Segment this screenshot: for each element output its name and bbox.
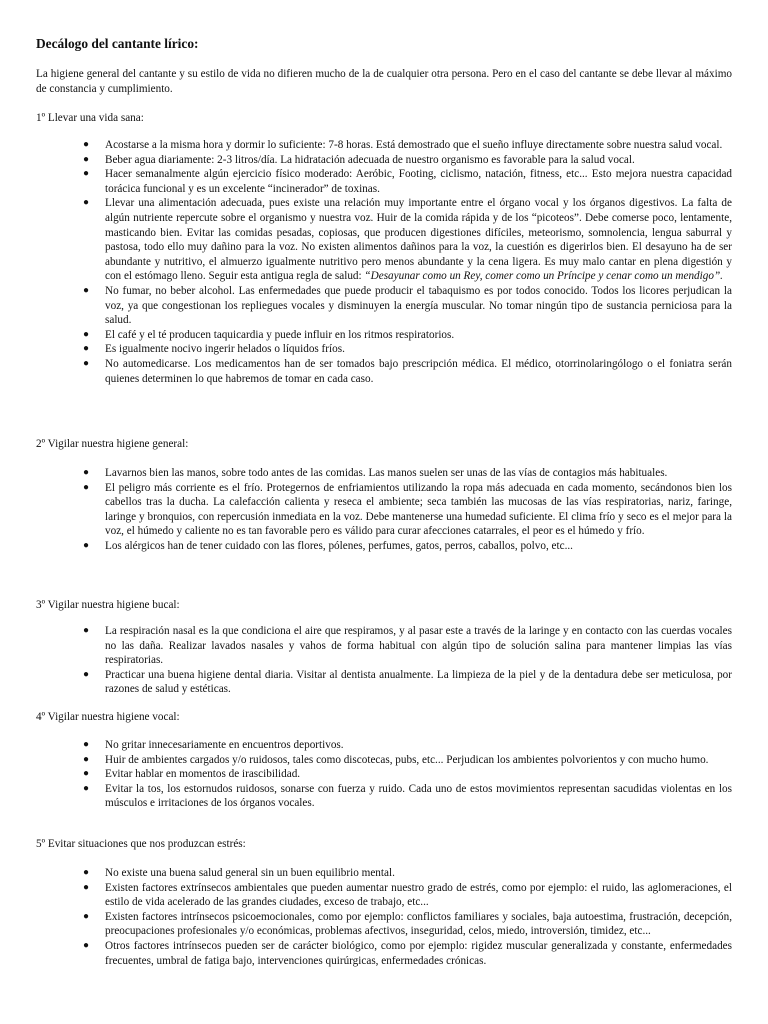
list-item: [0, 881, 732, 910]
list-item-text: El peligro más corriente es el frío. Protegernos de enfriamientos utilizando la ropa más adecuada en cada momento, secándonos bien los cabellos tras la ducha. La calefacción calienta y reseca el ambiente; seca también las mucosas de las vías respiratorias, nariz, faringe, laringe y bronquios, con repercusión inmediata en la voz. Debe mantenerse una humedad suficiente. El clima frío y seco es el mejor para la voz, el húmedo y caliente no es tan favorable pero es válido para curar afecciones catarrales, el peor es el húmedo y frío.: [105, 481, 732, 538]
list-item: [0, 910, 732, 939]
list-item: [0, 167, 732, 196]
list-item-text: Hacer semanalmente algún ejercicio físico moderado: Aeróbic, Footing, ciclismo, natación, fitness, etc... Esto mejora nuestra capacidad torácica funcional y es un excelente “incinerador” de toxinas.: [105, 168, 732, 195]
bullet-icon: ●: [83, 328, 90, 340]
list-item-text: Otros factores intrínsecos pueden ser de carácter biológico, como por ejemplo: rigidez muscular generalizada y constante, enfermedades frecuentes, umbral de fatiga bajo, intervenciones quirúrgicas, enfermedades crónicas.: [105, 939, 732, 967]
bullet-icon: ●: [83, 939, 90, 951]
section-heading: 3º Vigilar nuestra higiene bucal:: [36, 599, 180, 611]
quote-text: “Desayunar como un Rey, comer como un Príncipe y cenar como un mendigo”.: [364, 270, 723, 283]
bullet-list: [0, 738, 732, 811]
list-item: [0, 668, 732, 697]
list-item-text: No automedicarse. Los medicamentos han de ser tomados bajo prescripción médica. El médico, otorrinolaringólogo o el foniatra serán quienes determinen lo que habremos de tomar en cada caso.: [105, 357, 732, 385]
list-item: [0, 138, 732, 153]
list-item: [0, 767, 732, 782]
list-item-text: Acostarse a la misma hora y dormir lo suficiente: 7-8 horas. Está demostrado que el sueño influye directamente sobre nuestra salud vocal.: [105, 139, 723, 151]
intro-paragraph: La higiene general del cantante y su estilo de vida no difieren mucho de la de cualquier otra persona. Pero en el caso del cantante se debe llevar al máximo de constancia y cumplimiento.: [36, 68, 732, 95]
bullet-icon: ●: [83, 168, 90, 180]
list-item: [0, 539, 732, 554]
bullet-icon: ●: [83, 867, 90, 878]
list-item-text: La respiración nasal es la que condiciona el aire que respiramos, y al pasar este a través de la laringe y en contacto con las cuerdas vocales no las daña. Realizar lavados nasales y vahos de forma habitual con algún tipo de solución salina para mantener limpias las vías respiratorias.: [105, 625, 732, 667]
bullet-icon: ●: [83, 153, 90, 165]
list-item: [0, 866, 732, 881]
list-item-text: No gritar innecesariamente en encuentros deportivos.: [105, 739, 344, 751]
bullet-icon: ●: [83, 782, 90, 794]
section-heading: 1º Llevar una vida sana:: [36, 112, 144, 124]
bullet-icon: ●: [83, 910, 90, 922]
section-heading: 5º Evitar situaciones que nos produzcan estrés:: [36, 838, 246, 850]
bullet-icon: ●: [83, 284, 90, 296]
list-item: [0, 481, 732, 539]
list-item-text: No fumar, no beber alcohol. Las enfermedades que puede producir el tabaquismo es por todos conocido. Todos los licores perjudican la voz, ya que congestionan los repliegues vocales y disminuyen la energía muscular. No tomar ningún tipo de sustancia perniciosa para la salud.: [105, 284, 732, 327]
bullet-icon: ●: [83, 753, 90, 765]
bullet-icon: ●: [83, 881, 90, 893]
list-item: [0, 342, 732, 357]
list-item-text: Es igualmente nocivo ingerir helados o líquidos fríos.: [105, 343, 345, 356]
list-item: [0, 196, 732, 284]
list-item-text: El café y el té producen taquicardia y puede influir en los ritmos respiratorios.: [105, 328, 455, 341]
bullet-icon: ●: [83, 668, 90, 680]
bullet-icon: ●: [83, 357, 90, 369]
bullet-list: [0, 866, 732, 968]
bullet-icon: ●: [83, 343, 90, 355]
bullet-icon: ●: [83, 467, 90, 478]
document-title: Decálogo del cantante lírico:: [36, 36, 199, 51]
section-heading: 4º Vigilar nuestra higiene vocal:: [36, 711, 180, 723]
bullet-list: [0, 624, 732, 697]
list-item: [0, 466, 732, 481]
list-item-text: Existen factores intrínsecos psicoemocionales, como por ejemplo: conflictos familiares y sociales, baja autoestima, frustración, decepción, preocupaciones profesionales y/o económicas, problemas afectivos, inseguridad, celos, miedo, introversión, timidez, etc...: [105, 910, 732, 938]
section-heading: 2º Vigilar nuestra higiene general:: [36, 438, 189, 450]
list-item: [0, 624, 732, 668]
bullet-icon: ●: [83, 539, 90, 551]
list-item: [0, 357, 732, 386]
bullet-icon: ●: [83, 197, 90, 209]
bullet-icon: ●: [83, 139, 90, 150]
list-item: [0, 753, 732, 768]
list-item: [0, 939, 732, 968]
list-item: [0, 284, 732, 328]
list-item: [0, 782, 732, 811]
list-item-text: Llevar una alimentación adecuada, pues existe una relación muy importante entre el órgano vocal y los órganos digestivos. La falta de algún nutriente repercute sobre el organismo y nuestra voz. Huir de la comida rápida y de los “picoteos”. Debe comerse poco, lentamente, masticando bien. Evitar las comidas pesadas, copiosas, que producen digestiones difíciles, meteorismo, somnolencia, lengua saburral y pastosa, todo ello muy dañino para la voz. No existen alimentos dañinos para la voz, la cuestión es digerirlos bien. El desayuno ha de ser abundante y nutritivo, el almuerzo igualmente nutritivo pero menos abundante y la cena ligera. Es muy malo cantar en plena digestión y con el estómago lleno. Seguir esta antigua regla de salud:: [105, 197, 732, 283]
list-item-text: Huir de ambientes cargados y/o ruidosos, tales como discotecas, pubs, etc... Perjudican los ambientes polvorientos y con mucho humo.: [105, 753, 709, 766]
list-item-text: Practicar una buena higiene dental diaria. Visitar al dentista anualmente. La limpieza de la piel y de la dentadura debe ser meticulosa, por razones de salud y estéticas.: [105, 668, 732, 696]
bullet-icon: ●: [83, 481, 90, 493]
list-item: [0, 738, 732, 753]
list-item-text: Existen factores extrínsecos ambientales que pueden aumentar nuestro grado de estrés, como por ejemplo: el ruido, las aglomeraciones, el estilo de vida acelerado de las grandes ciudades, exceso de trabajo, etc...: [105, 881, 732, 909]
bullet-list: [0, 138, 732, 386]
list-item-text: Evitar la tos, los estornudos ruidosos, sonarse con fuerza y ruido. Cada uno de estos movimientos representan sacudidas violentas en los músculos e irritaciones de los órganos vocales.: [105, 782, 732, 810]
list-item-text: No existe una buena salud general sin un buen equilibrio mental.: [105, 867, 395, 879]
list-item-text: Lavarnos bien las manos, sobre todo antes de las comidas. Las manos suelen ser unas de las vías de contagios más habituales.: [105, 467, 668, 479]
bullet-icon: ●: [83, 739, 90, 750]
bullet-icon: ●: [83, 768, 90, 780]
bullet-icon: ●: [83, 625, 90, 636]
list-item: [0, 153, 732, 168]
list-item-text: Evitar hablar en momentos de irascibilidad.: [105, 768, 301, 781]
list-item-text: Beber agua diariamente: 2-3 litros/día. La hidratación adecuada de nuestro organismo es favorable para la salud vocal.: [105, 153, 635, 166]
list-item: [0, 328, 732, 343]
list-item-text: Los alérgicos han de tener cuidado con las flores, pólenes, perfumes, gatos, perros, caballos, polvo, etc...: [105, 539, 573, 552]
bullet-list: [0, 466, 732, 554]
